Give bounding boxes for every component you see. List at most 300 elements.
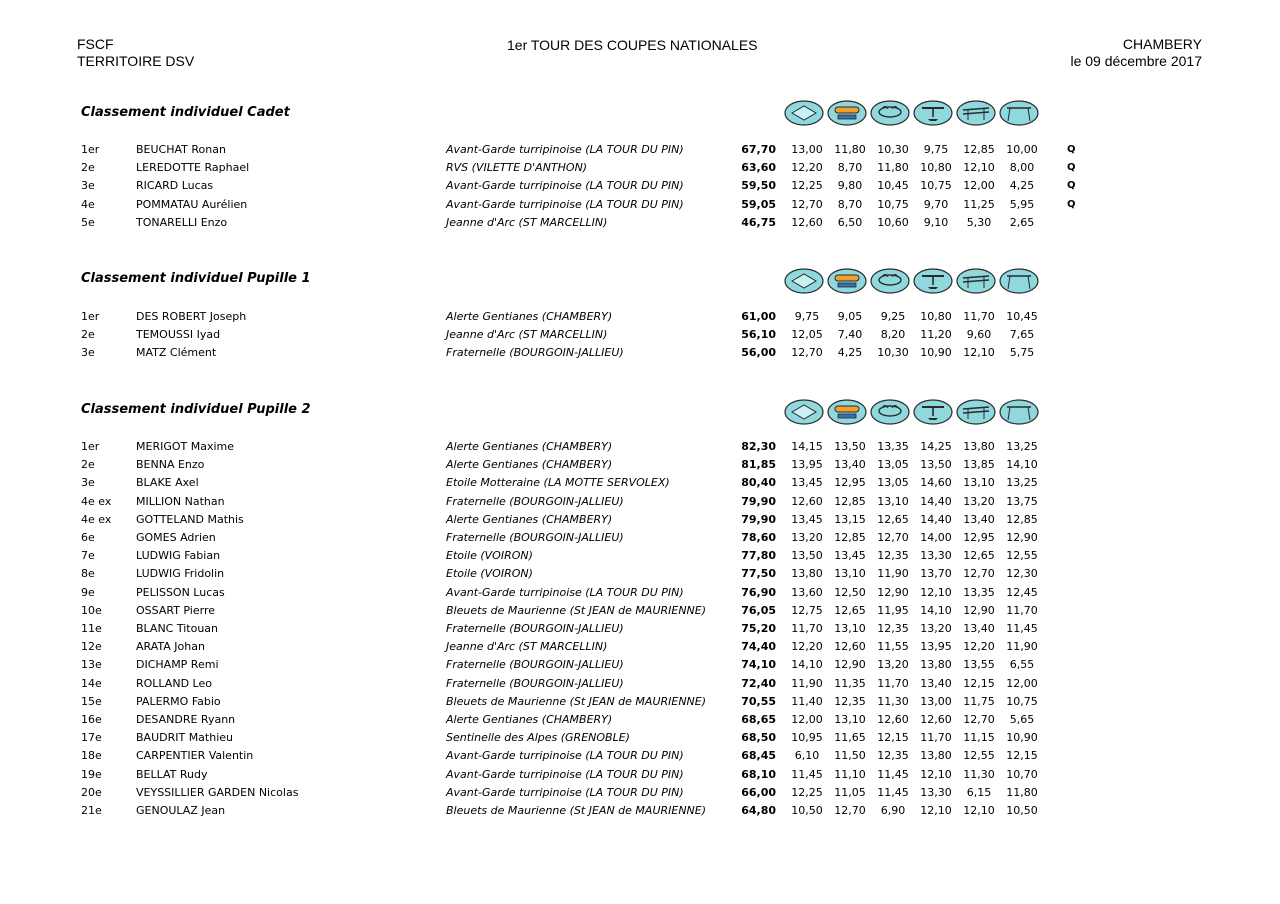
total-score: 46,75 (741, 215, 776, 229)
apparatus-score-3: 12,35 (877, 749, 909, 763)
apparatus-score-4: 13,80 (920, 749, 952, 763)
apparatus-score-4: 9,75 (923, 143, 949, 156)
apparatus-score-6: 12,15 (1006, 749, 1038, 763)
apparatus-score-5: 11,75 (963, 694, 995, 708)
section-title: Classement individuel Cadet (81, 105, 290, 120)
apparatus-score-3: 11,95 (877, 603, 909, 617)
apparatus-score-1: 14,15 (791, 440, 823, 453)
territory-name: TERRITOIRE DSV (77, 53, 195, 69)
apparatus-score-6: 12,45 (1006, 585, 1038, 599)
apparatus-score-4: 11,70 (920, 731, 952, 745)
apparatus-score-5: 11,70 (963, 310, 995, 323)
apparatus-score-2: 9,80 (837, 179, 863, 193)
competition-title: 1er TOUR DES COUPES NATIONALES (507, 37, 758, 53)
gymnast-name: MERIGOT Maxime (136, 440, 235, 453)
club-name: Alerte Gentianes (CHAMBERY) (446, 440, 613, 453)
floor-icon (784, 399, 824, 425)
apparatus-score-5: 12,10 (963, 161, 995, 175)
vault-icon (827, 399, 867, 425)
apparatus-score-6: 11,70 (1006, 603, 1038, 617)
pommel-horse-icon (870, 100, 910, 126)
rank-cell: 9e (81, 585, 95, 599)
total-score: 81,85 (741, 458, 776, 472)
gymnast-name: TEMOUSSI Iyad (136, 328, 221, 342)
apparatus-score-3: 11,55 (877, 640, 909, 654)
apparatus-score-5: 11,15 (963, 731, 995, 745)
apparatus-score-6: 11,45 (1006, 622, 1038, 635)
apparatus-score-4: 10,75 (920, 179, 952, 193)
qualified-mark: Q (1067, 180, 1076, 192)
apparatus-score-6: 10,50 (1006, 804, 1038, 817)
apparatus-score-4: 13,50 (920, 458, 952, 472)
total-score: 56,10 (741, 328, 776, 342)
ranking-row (0, 344, 1280, 362)
gymnast-name: GOTTELAND Mathis (136, 512, 244, 526)
ranking-row (0, 693, 1280, 711)
total-score: 70,55 (741, 694, 776, 708)
total-score: 56,00 (741, 346, 776, 360)
total-score: 78,60 (741, 531, 776, 544)
apparatus-score-3: 10,75 (877, 197, 909, 211)
club-name: Jeanne d'Arc (ST MARCELLIN) (446, 640, 608, 654)
apparatus-score-4: 13,30 (920, 785, 952, 799)
rank-cell: 1er (81, 440, 100, 453)
apparatus-score-5: 12,70 (963, 713, 995, 726)
apparatus-score-3: 12,35 (877, 549, 909, 563)
total-score: 74,40 (741, 640, 776, 654)
total-score: 79,90 (741, 494, 776, 508)
apparatus-score-3: 10,60 (877, 215, 909, 229)
apparatus-score-5: 12,55 (963, 749, 995, 763)
club-name: Jeanne d'Arc (ST MARCELLIN) (446, 328, 608, 342)
rank-cell: 10e (81, 603, 102, 617)
apparatus-score-4: 11,20 (920, 328, 952, 342)
apparatus-score-3: 12,15 (877, 731, 909, 745)
club-name: Etoile (VOIRON) (446, 567, 533, 581)
apparatus-score-1: 13,60 (791, 585, 823, 599)
apparatus-score-2: 12,50 (834, 585, 866, 599)
apparatus-score-2: 12,35 (834, 694, 866, 708)
gymnast-name: LUDWIG Fridolin (136, 567, 225, 581)
gymnast-name: POMMATAU Aurélien (136, 197, 248, 211)
apparatus-score-5: 12,15 (963, 676, 995, 690)
total-score: 59,05 (741, 197, 776, 211)
apparatus-score-4: 12,10 (920, 804, 952, 817)
apparatus-score-2: 12,90 (834, 658, 866, 672)
section-title: Classement individuel Pupille 2 (81, 402, 311, 417)
total-score: 79,90 (741, 512, 776, 526)
rank-cell: 1er (81, 310, 100, 323)
rank-cell: 17e (81, 731, 102, 745)
pommel-horse-icon (870, 399, 910, 425)
apparatus-score-6: 8,00 (1009, 161, 1035, 175)
club-name: Etoile (VOIRON) (446, 549, 533, 563)
apparatus-score-3: 11,70 (877, 676, 909, 690)
club-name: Bleuets de Maurienne (St JEAN de MAURIENNE) (446, 603, 707, 617)
ranking-row (0, 656, 1280, 674)
apparatus-score-1: 11,90 (791, 676, 823, 690)
apparatus-score-1: 12,70 (791, 346, 823, 360)
club-name: Jeanne d'Arc (ST MARCELLIN) (446, 215, 608, 229)
apparatus-score-6: 5,95 (1009, 197, 1035, 211)
apparatus-score-3: 13,05 (877, 458, 909, 472)
rank-cell: 19e (81, 767, 102, 781)
apparatus-score-1: 13,45 (791, 476, 823, 490)
club-name: Avant-Garde turripinoise (LA TOUR DU PIN) (446, 749, 684, 763)
apparatus-score-1: 12,25 (791, 785, 823, 799)
apparatus-score-6: 12,00 (1006, 676, 1038, 690)
apparatus-score-5: 13,85 (963, 458, 995, 472)
apparatus-score-2: 11,35 (834, 676, 866, 690)
rank-cell: 3e (81, 346, 95, 360)
ranking-row (0, 438, 1280, 456)
gymnast-name: DES ROBERT Joseph (136, 310, 247, 323)
gymnast-name: OSSART Pierre (136, 603, 216, 617)
rank-cell: 2e (81, 458, 95, 472)
apparatus-score-2: 12,60 (834, 640, 866, 654)
apparatus-score-4: 14,60 (920, 476, 952, 490)
apparatus-score-3: 12,65 (877, 512, 909, 526)
high-bar-icon (999, 399, 1039, 425)
club-name: Fraternelle (BOURGOIN-JALLIEU) (446, 494, 624, 508)
apparatus-score-5: 5,30 (966, 215, 992, 229)
apparatus-score-5: 12,70 (963, 567, 995, 581)
apparatus-score-2: 11,80 (834, 143, 866, 156)
total-score: 76,05 (741, 603, 776, 617)
apparatus-score-1: 12,20 (791, 640, 823, 654)
apparatus-score-2: 13,10 (834, 567, 866, 581)
apparatus-score-5: 11,30 (963, 767, 995, 781)
apparatus-score-4: 13,40 (920, 676, 952, 690)
apparatus-score-5: 11,25 (963, 197, 995, 211)
rank-cell: 15e (81, 694, 102, 708)
apparatus-score-2: 11,50 (834, 749, 866, 763)
rank-cell: 18e (81, 749, 102, 763)
club-name: Avant-Garde turripinoise (LA TOUR DU PIN) (446, 585, 684, 599)
apparatus-score-3: 11,80 (877, 161, 909, 175)
qualified-mark: Q (1067, 198, 1076, 210)
apparatus-score-3: 6,90 (880, 804, 906, 817)
parallel-bars-icon (956, 100, 996, 126)
apparatus-score-2: 9,05 (837, 310, 863, 323)
apparatus-score-2: 6,50 (837, 215, 863, 229)
vault-icon (827, 100, 867, 126)
gymnast-name: ARATA Johan (136, 640, 205, 654)
rank-cell: 1er (81, 143, 100, 156)
ranking-row (0, 141, 1280, 159)
apparatus-score-2: 8,70 (837, 197, 863, 211)
apparatus-score-6: 10,70 (1006, 767, 1038, 781)
gymnast-name: GENOULAZ Jean (136, 804, 226, 817)
apparatus-score-1: 13,00 (791, 143, 823, 156)
apparatus-score-1: 12,75 (791, 603, 823, 617)
apparatus-score-6: 10,00 (1006, 143, 1038, 156)
event-date: le 09 décembre 2017 (1070, 53, 1202, 69)
apparatus-score-6: 10,75 (1006, 694, 1038, 708)
apparatus-score-5: 12,85 (963, 143, 995, 156)
apparatus-score-2: 12,70 (834, 804, 866, 817)
apparatus-score-3: 13,35 (877, 440, 909, 453)
apparatus-score-4: 14,40 (920, 494, 952, 508)
gymnast-name: VEYSSILLIER GARDEN Nicolas (136, 785, 299, 799)
apparatus-score-1: 12,70 (791, 197, 823, 211)
high-bar-icon (999, 268, 1039, 294)
apparatus-score-4: 10,80 (920, 161, 952, 175)
apparatus-score-3: 12,60 (877, 713, 909, 726)
apparatus-score-3: 10,30 (877, 346, 909, 360)
gymnast-name: ROLLAND Leo (136, 676, 212, 690)
apparatus-score-2: 11,05 (834, 785, 866, 799)
apparatus-score-2: 8,70 (837, 161, 863, 175)
apparatus-score-3: 10,45 (877, 179, 909, 193)
gymnast-name: LUDWIG Fabian (136, 549, 221, 563)
ranking-row (0, 565, 1280, 583)
apparatus-score-2: 12,85 (834, 494, 866, 508)
pommel-horse-icon (870, 268, 910, 294)
total-score: 59,50 (741, 179, 776, 193)
parallel-bars-icon (956, 399, 996, 425)
apparatus-score-4: 13,30 (920, 549, 952, 563)
apparatus-score-2: 12,65 (834, 603, 866, 617)
apparatus-score-3: 8,20 (880, 328, 906, 342)
apparatus-score-5: 13,40 (963, 512, 995, 526)
apparatus-score-5: 9,60 (966, 328, 992, 342)
apparatus-score-2: 12,95 (834, 476, 866, 490)
rank-cell: 2e (81, 328, 95, 342)
ranking-row (0, 214, 1280, 232)
apparatus-score-4: 13,00 (920, 694, 952, 708)
ranking-row (0, 675, 1280, 693)
apparatus-score-3: 9,25 (880, 310, 906, 323)
total-score: 66,00 (741, 785, 776, 799)
apparatus-score-4: 9,10 (923, 215, 949, 229)
rank-cell: 2e (81, 161, 95, 175)
apparatus-score-4: 12,10 (920, 767, 952, 781)
apparatus-score-4: 13,95 (920, 640, 952, 654)
rank-cell: 11e (81, 622, 102, 635)
ranking-row (0, 529, 1280, 547)
ranking-row (0, 177, 1280, 195)
ranking-row (0, 638, 1280, 656)
apparatus-score-6: 14,10 (1006, 458, 1038, 472)
gymnast-name: DICHAMP Remi (136, 658, 219, 672)
organization-header (77, 36, 194, 70)
total-score: 80,40 (741, 476, 776, 490)
club-name: Avant-Garde turripinoise (LA TOUR DU PIN) (446, 767, 684, 781)
floor-icon (784, 100, 824, 126)
ranking-row (0, 493, 1280, 511)
total-score: 72,40 (741, 676, 776, 690)
apparatus-score-6: 10,45 (1006, 310, 1038, 323)
ranking-row (0, 802, 1280, 820)
apparatus-score-2: 11,65 (834, 731, 866, 745)
ranking-row (0, 456, 1280, 474)
rank-cell: 4e ex (81, 494, 112, 508)
gymnast-name: BEUCHAT Ronan (136, 143, 226, 156)
rank-cell: 8e (81, 567, 95, 581)
club-name: Fraternelle (BOURGOIN-JALLIEU) (446, 622, 624, 635)
apparatus-score-5: 13,80 (963, 440, 995, 453)
apparatus-score-6: 12,55 (1006, 549, 1038, 563)
gymnast-name: BAUDRIT Mathieu (136, 731, 234, 745)
apparatus-score-1: 12,25 (791, 179, 823, 193)
apparatus-score-3: 13,05 (877, 476, 909, 490)
club-name: Avant-Garde turripinoise (LA TOUR DU PIN) (446, 143, 684, 156)
apparatus-score-2: 13,10 (834, 622, 866, 635)
total-score: 61,00 (741, 310, 776, 323)
total-score: 75,20 (741, 622, 776, 635)
total-score: 68,45 (741, 749, 776, 763)
gymnast-name: MILLION Nathan (136, 494, 225, 508)
apparatus-score-6: 13,25 (1006, 440, 1038, 453)
apparatus-score-1: 14,10 (791, 658, 823, 672)
rank-cell: 3e (81, 179, 95, 193)
rank-cell: 12e (81, 640, 102, 654)
location-date-header (1070, 36, 1202, 70)
apparatus-score-6: 5,75 (1009, 346, 1035, 360)
apparatus-score-5: 13,55 (963, 658, 995, 672)
apparatus-score-4: 12,60 (920, 713, 952, 726)
ranking-row (0, 547, 1280, 565)
apparatus-score-2: 7,40 (837, 328, 863, 342)
total-score: 67,70 (741, 143, 776, 156)
apparatus-score-1: 10,50 (791, 804, 823, 817)
gymnast-name: LEREDOTTE Raphael (136, 161, 250, 175)
apparatus-score-4: 13,80 (920, 658, 952, 672)
apparatus-score-5: 12,65 (963, 549, 995, 563)
club-name: Fraternelle (BOURGOIN-JALLIEU) (446, 658, 624, 672)
apparatus-score-6: 4,25 (1009, 179, 1035, 193)
total-score: 63,60 (741, 161, 776, 175)
rank-cell: 4e ex (81, 512, 112, 526)
apparatus-score-6: 11,90 (1006, 640, 1038, 654)
apparatus-score-3: 11,30 (877, 694, 909, 708)
gymnast-name: TONARELLI Enzo (136, 215, 228, 229)
ranking-row (0, 729, 1280, 747)
total-score: 64,80 (741, 804, 776, 817)
ranking-row (0, 474, 1280, 492)
apparatus-score-5: 13,40 (963, 622, 995, 635)
location: CHAMBERY (1122, 36, 1202, 52)
gymnast-name: BLAKE Axel (136, 476, 199, 490)
apparatus-score-6: 12,30 (1006, 567, 1038, 581)
club-name: Alerte Gentianes (CHAMBERY) (446, 310, 613, 323)
apparatus-score-4: 14,25 (920, 440, 952, 453)
apparatus-score-4: 13,70 (920, 567, 952, 581)
ranking-row (0, 511, 1280, 529)
gymnast-name: CARPENTIER Valentin (136, 749, 254, 763)
ranking-row (0, 326, 1280, 344)
floor-icon (784, 268, 824, 294)
club-name: Alerte Gentianes (CHAMBERY) (446, 458, 613, 472)
total-score: 77,50 (741, 567, 776, 581)
qualified-mark: Q (1067, 162, 1076, 174)
gymnast-name: PELISSON Lucas (136, 585, 225, 599)
apparatus-score-4: 10,80 (920, 310, 952, 323)
club-name: Avant-Garde turripinoise (LA TOUR DU PIN) (446, 179, 684, 193)
gymnast-name: MATZ Clément (136, 346, 217, 360)
ranking-row (0, 602, 1280, 620)
gymnast-name: DESANDRE Ryann (136, 713, 236, 726)
apparatus-score-1: 9,75 (794, 310, 820, 323)
apparatus-score-6: 2,65 (1009, 215, 1035, 229)
apparatus-score-6: 7,65 (1009, 328, 1035, 342)
apparatus-score-1: 13,50 (791, 549, 823, 563)
total-score: 82,30 (741, 440, 776, 453)
club-name: Avant-Garde turripinoise (LA TOUR DU PIN) (446, 197, 684, 211)
gymnast-name: BENNA Enzo (136, 458, 205, 472)
apparatus-score-6: 5,65 (1009, 713, 1035, 726)
total-score: 68,50 (741, 731, 776, 745)
apparatus-score-4: 12,10 (920, 585, 952, 599)
gymnast-name: RICARD Lucas (136, 179, 214, 193)
apparatus-score-1: 12,60 (791, 215, 823, 229)
apparatus-score-2: 13,10 (834, 713, 866, 726)
club-name: Alerte Gentianes (CHAMBERY) (446, 713, 613, 726)
apparatus-score-2: 11,10 (834, 767, 866, 781)
total-score: 68,65 (741, 713, 776, 726)
apparatus-score-6: 12,90 (1006, 531, 1038, 544)
ranking-row (0, 620, 1280, 638)
ranking-row (0, 159, 1280, 177)
total-score: 76,90 (741, 585, 776, 599)
ranking-row (0, 196, 1280, 214)
apparatus-score-2: 13,45 (834, 549, 866, 563)
club-name: Etoile Motteraine (LA MOTTE SERVOLEX) (446, 476, 670, 490)
apparatus-score-1: 13,45 (791, 512, 823, 526)
rank-cell: 4e (81, 197, 95, 211)
rank-cell: 21e (81, 804, 102, 817)
apparatus-score-1: 11,40 (791, 694, 823, 708)
vault-icon (827, 268, 867, 294)
club-name: Fraternelle (BOURGOIN-JALLIEU) (446, 346, 624, 360)
apparatus-score-1: 12,60 (791, 494, 823, 508)
club-name: Fraternelle (BOURGOIN-JALLIEU) (446, 531, 624, 544)
apparatus-score-3: 10,30 (877, 143, 909, 156)
rings-icon (913, 100, 953, 126)
apparatus-score-4: 9,70 (923, 197, 949, 211)
apparatus-score-4: 14,10 (920, 603, 952, 617)
club-name: Alerte Gentianes (CHAMBERY) (446, 512, 613, 526)
apparatus-score-1: 13,80 (791, 567, 823, 581)
high-bar-icon (999, 100, 1039, 126)
apparatus-score-2: 13,40 (834, 458, 866, 472)
rank-cell: 7e (81, 549, 95, 563)
apparatus-score-3: 11,90 (877, 567, 909, 581)
apparatus-score-4: 13,20 (920, 622, 952, 635)
ranking-row (0, 308, 1280, 326)
apparatus-score-1: 6,10 (794, 749, 820, 763)
rings-icon (913, 399, 953, 425)
apparatus-score-2: 12,85 (834, 531, 866, 544)
rank-cell: 6e (81, 531, 95, 544)
club-name: Bleuets de Maurienne (St JEAN de MAURIENNE) (446, 694, 707, 708)
apparatus-score-5: 12,10 (963, 804, 995, 817)
apparatus-score-3: 13,10 (877, 494, 909, 508)
apparatus-score-3: 13,20 (877, 658, 909, 672)
apparatus-score-3: 12,35 (877, 622, 909, 635)
apparatus-score-2: 13,15 (834, 512, 866, 526)
gymnast-name: PALERMO Fabio (136, 694, 221, 708)
apparatus-score-1: 13,95 (791, 458, 823, 472)
apparatus-score-1: 13,20 (791, 531, 823, 544)
club-name: Avant-Garde turripinoise (LA TOUR DU PIN) (446, 785, 684, 799)
apparatus-score-6: 6,55 (1009, 658, 1035, 672)
gymnast-name: BLANC Titouan (136, 622, 219, 635)
rank-cell: 20e (81, 785, 102, 799)
apparatus-score-6: 13,25 (1006, 476, 1038, 490)
apparatus-score-6: 12,85 (1006, 512, 1038, 526)
